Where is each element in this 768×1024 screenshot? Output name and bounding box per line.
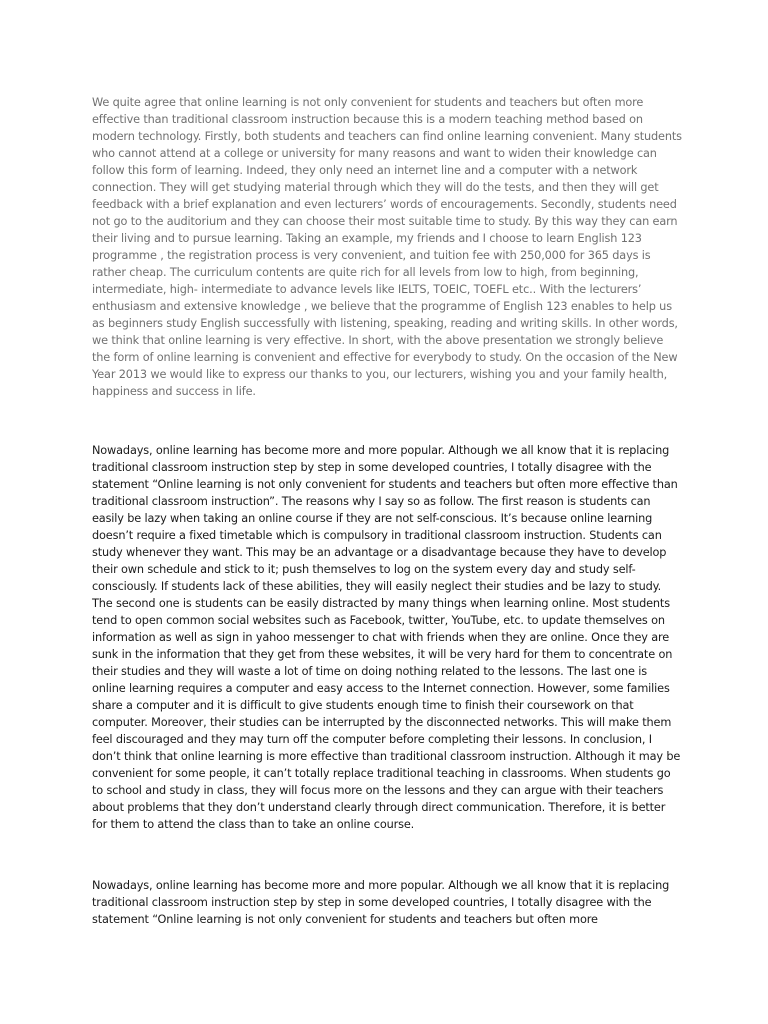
paragraph-3: Nowadays, online learning has become more and more popular. Although we all know that it is replacing traditional classroom instruction step by step in some developed countries, I totally disagree with the statement “Online learning is not only convenient for students and teachers but often more	[92, 879, 670, 926]
paragraph-2: Nowadays, online learning has become more and more popular. Although we all know that it is replacing traditional classroom instruction step by step in some developed countries, I totally disagree with the statement “Online learning is not only convenient for students and teachers but often more effective than traditional classroom instruction”. The reasons why I say so as follow. The first reason is students can easily be lazy when taking an online course if they are not self-conscious. It’s because online learning doesn’t require a fixed timetable which is compulsory in traditional classroom instruction. Students can study whenever they want. This may be an advantage or a disadvantage because they have to develop their own schedule and stick to it; push themselves to log on the system every day and study self-consciously. If students lack of these abilities, they will easily neglect their studies and be lazy to study. The second one is students can be easily distracted by many things when learning online. Most students tend to open common social websites such as Facebook, twitter, YouTube, etc. to update themselves on information as well as sign in yahoo messenger to chat with friends when they are online. Once they are sunk in the information that they get from these websites, it will be very hard for them to concentrate on their studies and they will waste a lot of time on doing nothing related to the lessons. The last one is online learning requires a computer and easy access to the Internet connection. However, some families share a computer and it is difficult to give students enough time to finish their coursework on that computer. Moreover, their studies can be interrupted by the disconnected networks. This will make them feel discouraged and they may turn off the computer before completing their lessons. In conclusion, I don’t think that online learning is more effective than traditional classroom instruction. Although it may be convenient for some people, it can’t totally replace traditional teaching in classrooms. When students go to school and study in class, they will focus more on the lessons and they can argue with their teachers about problems that they don’t understand clearly through direct communication. Therefore, it is better for them to attend the class than to take an online course.	[92, 444, 681, 831]
paragraph-1: We quite agree that online learning is not only convenient for students and teachers but often more effective than traditional classroom instruction because this is a modern teaching method based on modern technology. Firstly, both students and teachers can find online learning convenient. Many students who cannot attend at a college or university for many reasons and want to widen their knowledge can follow this form of learning. Indeed, they only need an internet line and a computer with a network connection. They will get studying material through which they will do the tests, and then they will get feedback with a brief explanation and even lecturers’ words of encouragements. Secondly, students need not go to the auditorium and they can choose their most suitable time to study. By this way they can earn their living and to pursue learning. Taking an example, my friends and I choose to learn English 123 programme , the registration process is very convenient, and tuition fee with 250,000 for 365 days is rather cheap. The curriculum contents are quite rich for all levels from low to high, from beginning, intermediate, high- intermediate to advance levels like IELTS, TOEIC, TOEFL etc.. With the lecturers’ enthusiasm and extensive knowledge , we believe that the programme of English 123 enables to help us as beginners study English successfully with listening, speaking, reading and writing skills. In other words, we think that online learning is very effective. In short, with the above presentation we strongly believe the form of online learning is convenient and effective for everybody to study. On the occasion of the New Year 2013 we would like to express our thanks to you, our lecturers, wishing you and your family health, happiness and success in life.	[92, 96, 682, 398]
